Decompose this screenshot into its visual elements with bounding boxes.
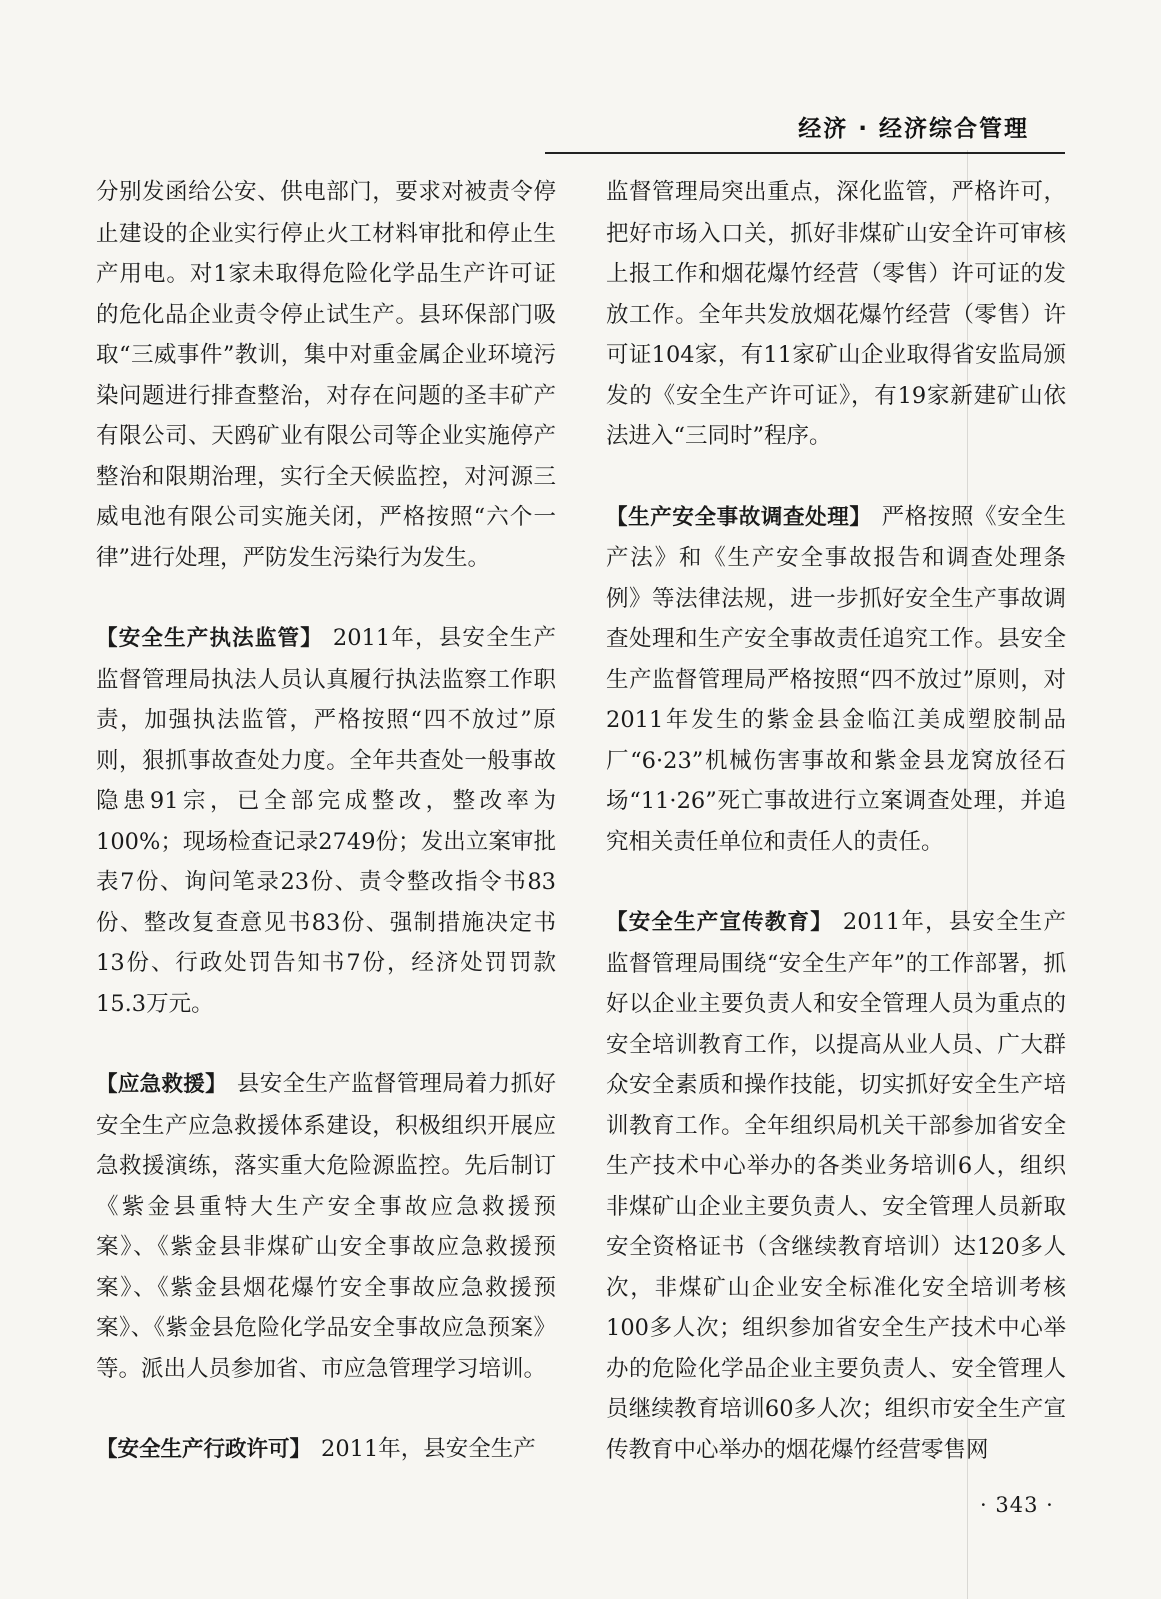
paragraph xyxy=(606,172,1066,457)
paragraph xyxy=(96,1064,556,1389)
paragraph xyxy=(96,1429,556,1471)
paragraph-text: 监督管理局突出重点，深化监管，严格许可，把好市场入口关，抓好非煤矿山安全许可审核上报工作和烟花爆竹经营（零售）许可证的发放工作。全年共发放烟花爆竹经营（零售）许可证104家，有11家矿山企业取得省安监局颁发的《安全生产许可证》，有19家新建矿山依法进入“三同时”程序。 xyxy=(606,179,1066,449)
paragraph-text: 分别发函给公安、供电部门，要求对被责令停止建设的企业实行停止火工材料审批和停止生产用电。对1家未取得危险化学品生产许可证的危化品企业责令停止试生产。县环保部门吸取“三威事件”教训，集中对重金属企业环境污染问题进行排查整治，对存在问题的圣丰矿产有限公司、天鸥矿业有限公司等企业实施停产整治和限期治理，实行全天候监控，对河源三威电池有限公司实施关闭，严格按照“六个一律”进行处理，严防发生污染行为发生。 xyxy=(96,179,556,571)
paragraph-text: 2011年，县安全生产监督管理局执法人员认真履行执法监察工作职责，加强执法监管，严格按照“四不放过”原则，狠抓事故查处力度。全年共查处一般事故隐患91宗，已全部完成整改，整改率为100%；现场检查记录2749份；发出立案审批表7份、询问笔录23份、责令整改指令书83份、整改复查意见书83份、强制措施决定书13份、行政处罚告知书7份，经济处罚罚款15.3万元。 xyxy=(96,625,556,1017)
section-heading: 【安全生产宣传教育】 xyxy=(606,910,833,935)
paragraph-text: 县安全生产监督管理局着力抓好安全生产应急救援体系建设，积极组织开展应急救援演练，落实重大危险源监控。先后制订《紫金县重特大生产安全事故应急救援预案》、《紫金县非煤矿山安全事故应急救援预案》、《紫金县烟花爆竹安全事故应急救援预案》、《紫金县危险化学品安全事故应急预案》等。派出人员参加省、市应急管理学习培训。 xyxy=(96,1071,556,1382)
page-number: · 343 · xyxy=(980,1493,1054,1517)
paragraph-text: 严格按照《安全生产法》和《生产安全事故报告和调查处理条例》等法律法规，进一步抓好安全生产事故调查处理和生产安全事故责任追究工作。县安全生产监督管理局严格按照“四不放过”原则，对2011年发生的紫金县金临江美成塑胶制品厂“6·23”机械伤害事故和紫金县龙窝放径石场“11·26”死亡事故进行立案调查处理，并追究相关责任单位和责任人的责任。 xyxy=(606,503,1066,855)
section-heading: 【安全生产执法监管】 xyxy=(96,626,323,651)
section-heading: 【生产安全事故调查处理】 xyxy=(606,504,872,530)
running-header xyxy=(545,108,1065,154)
paragraph xyxy=(606,497,1066,863)
paragraph xyxy=(96,172,556,578)
section-heading: 【安全生产行政许可】 xyxy=(96,1437,312,1462)
paragraph-text: 2011年，县安全生产 xyxy=(321,1436,536,1462)
paragraph xyxy=(606,902,1066,1470)
paragraph-text: 2011年，县安全生产监督管理局围绕“安全生产年”的工作部署，抓好以企业主要负责人和安全管理人员为重点的安全培训教育工作，以提高从业人员、广大群众安全素质和操作技能，切实抓好安全生产培训教育工作。全年组织局机关干部参加省安全生产技术中心举办的各类业务培训6人，组织非煤矿山企业主要负责人、安全管理人员新取安全资格证书（含继续教育培训）达120多人次，非煤矿山企业安全标准化安全培训考核100多人次；组织参加省安全生产技术中心举办的危险化学品企业主要负责人、安全管理人员继续教育培训60多人次；组织市安全生产宣传教育中心举办的烟花爆竹经营零售网 xyxy=(606,909,1066,1463)
header-title: 经济 · 经济综合管理 xyxy=(798,116,1029,142)
section-heading: 【应急救援】 xyxy=(96,1072,227,1097)
left-column xyxy=(96,172,556,1471)
paragraph xyxy=(96,618,556,1024)
right-column xyxy=(606,172,1066,1470)
